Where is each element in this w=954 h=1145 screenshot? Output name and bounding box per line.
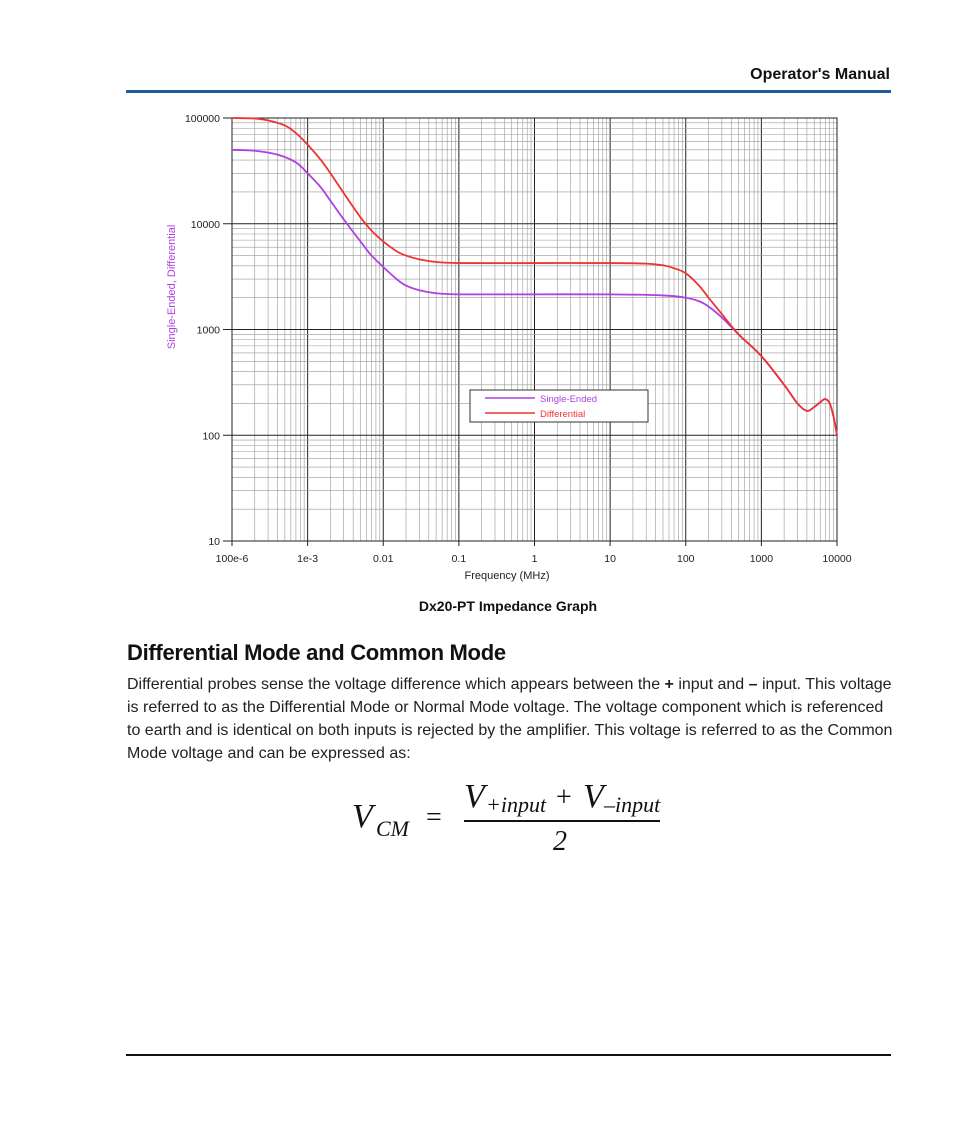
formula-equals: =: [426, 802, 442, 833]
chart-x-label: Frequency (MHz): [464, 570, 550, 582]
x-tick-label: 0.1: [451, 553, 467, 565]
header-rule: [126, 90, 891, 93]
header-title: Operator's Manual: [750, 66, 890, 83]
x-tick-label: 0.01: [373, 553, 394, 565]
formula-num-v1: V: [464, 778, 485, 815]
y-tick-label: 1000: [196, 324, 220, 337]
x-tick-label: 1000: [749, 553, 774, 565]
formula-num-plus: +: [556, 782, 572, 813]
x-tick-label: 10000: [822, 553, 852, 565]
footer-rule: [126, 1054, 891, 1056]
y-tick-label: 100000: [184, 113, 220, 125]
formula-lhs-v: V: [352, 798, 373, 835]
formula-denominator: 2: [553, 826, 567, 857]
x-tick-label: 1: [531, 553, 538, 565]
figure-caption: Dx20-PT Impedance Graph: [418, 598, 598, 614]
impedance-chart: [155, 100, 855, 590]
section-heading: Differential Mode and Common Mode: [127, 640, 506, 665]
section-paragraph: [127, 673, 897, 765]
formula-num-v2: V: [583, 778, 604, 815]
paragraph-part-3: input. This voltage is referred to as the Differential Mode or Normal Mode voltage. The voltage component which is referenced to earth and is identical on both inputs is rejected by the amplifier. This voltage is referred to as the Common Mode voltage and can be expressed as:: [127, 676, 893, 762]
chart-legend: [470, 390, 648, 422]
x-tick-label: 10: [604, 553, 616, 565]
paragraph-part-1: Differential probes sense the voltage difference which appears between the: [127, 676, 665, 693]
legend-label-single-ended: Single-Ended: [540, 394, 598, 405]
y-tick-label: 10: [208, 536, 220, 548]
formula-lhs-sub: CM: [376, 816, 409, 841]
chart-grid: [232, 118, 837, 541]
common-mode-formula: [340, 770, 680, 860]
chart-y-label: Single-Ended, Differential: [166, 224, 178, 350]
y-tick-label: 100: [202, 430, 220, 443]
x-tick-label: 100: [676, 553, 695, 565]
legend-label-differential: Differential: [540, 409, 586, 420]
x-tick-label: 100e-6: [215, 553, 249, 565]
formula-num-sub2: –input: [604, 792, 661, 817]
minus-symbol: –: [748, 676, 758, 693]
paragraph-part-2: input and: [673, 676, 749, 693]
formula-num-sub1: +input: [486, 792, 547, 817]
x-tick-label: 1e-3: [297, 553, 319, 565]
plus-symbol: +: [664, 676, 674, 693]
y-tick-label: 10000: [190, 218, 220, 231]
